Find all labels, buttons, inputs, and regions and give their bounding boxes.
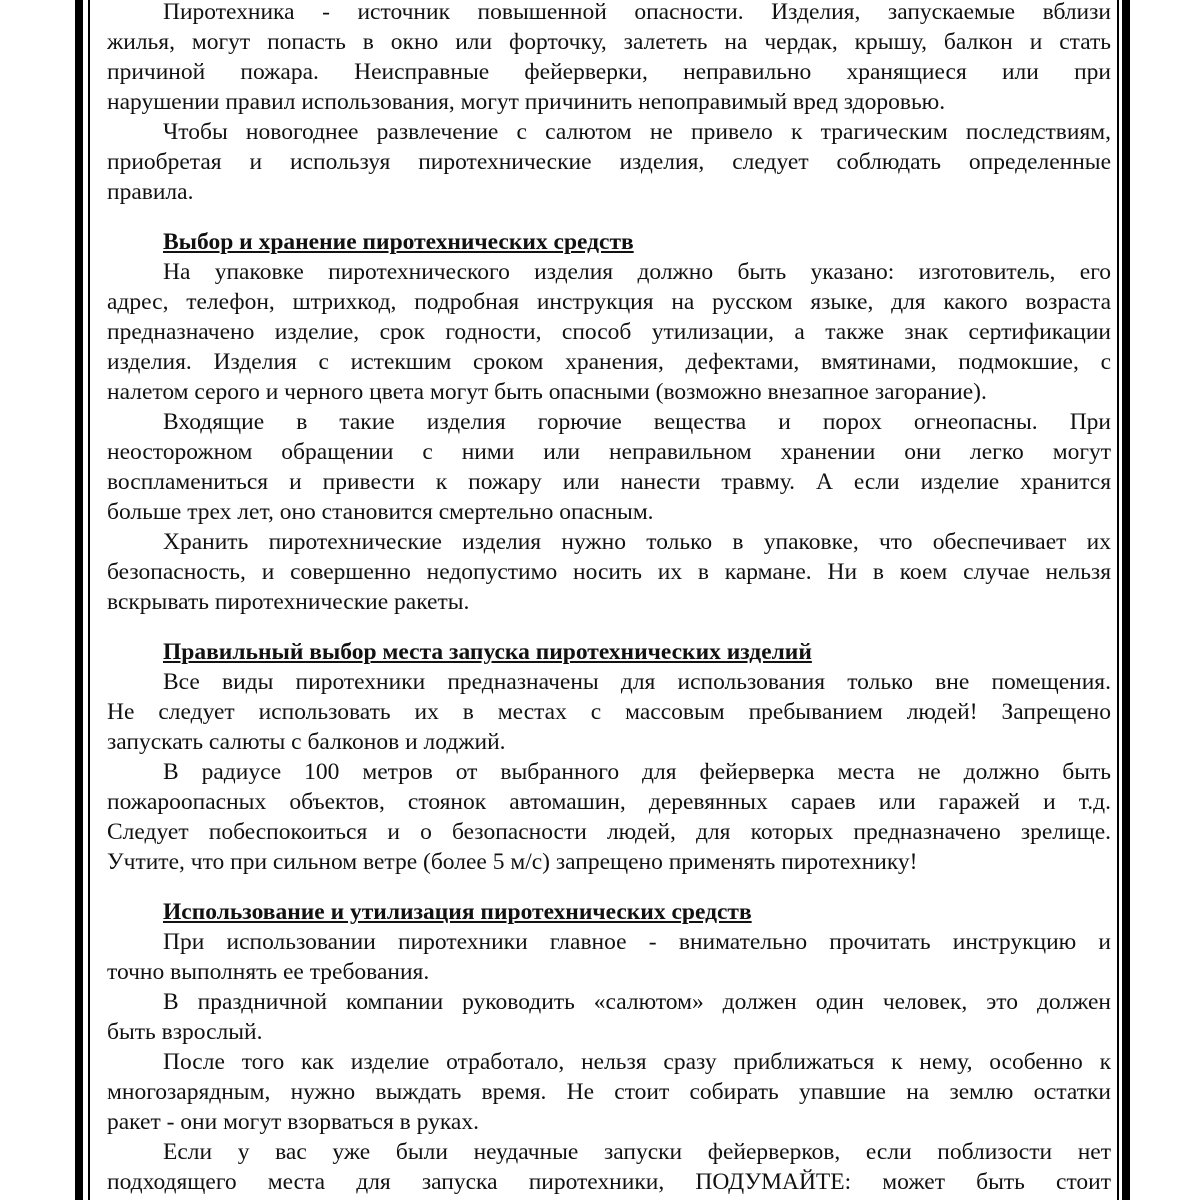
text-line: жилья, могут попасть в окно или форточку, залететь на чердак, крышу, балкон и стать: [107, 29, 1111, 55]
section-heading: Правильный выбор места запуска пиротехнических изделий: [163, 639, 812, 665]
text-line: налетом серого и черного цвета могут быть опасными (возможно внезапное загорание).: [107, 379, 987, 405]
text-line: ракет - они могут взорваться в руках.: [107, 1109, 479, 1135]
text-line: Пиротехника - источник повышенной опасности. Изделия, запускаемые вблизи: [163, 0, 1111, 25]
text-line: При использовании пиротехники главное - внимательно прочитать инструкцию и: [163, 929, 1111, 955]
page-border-right-thick: [1122, 0, 1130, 1200]
text-line: правила.: [107, 179, 194, 205]
paragraph: [107, 1137, 1111, 1197]
paragraph: [107, 1047, 1111, 1137]
paragraph: [107, 987, 1111, 1047]
paragraph: [107, 667, 1111, 757]
text-line: В праздничной компании руководить «салютом» должен один человек, это должен: [163, 989, 1111, 1015]
text-line: приобретая и используя пиротехнические изделия, следует соблюдать определенные: [107, 149, 1111, 175]
paragraph: [107, 407, 1111, 527]
document-section: [107, 0, 1111, 207]
text-line: точно выполнять ее требования.: [107, 959, 430, 985]
text-line: неосторожном обращении с ними или неправильном хранении они легко могут: [107, 439, 1111, 465]
section-heading: Выбор и хранение пиротехнических средств: [163, 229, 634, 255]
paragraph: [107, 757, 1111, 877]
text-line: нарушении правил использования, могут причинить непоправимый вред здоровью.: [107, 89, 946, 115]
text-line: причиной пожара. Неисправные фейерверки, неправильно хранящиеся или при: [107, 59, 1111, 85]
paragraph: [107, 927, 1111, 987]
text-line: Хранить пиротехнические изделия нужно только в упаковке, что обеспечивает их: [163, 529, 1111, 555]
text-line: больше трех лет, оно становится смертельно опасным.: [107, 499, 654, 525]
document-body: [107, 0, 1111, 1197]
text-line: быть взрослый.: [107, 1019, 263, 1045]
text-line: Все виды пиротехники предназначены для использования только вне помещения.: [163, 669, 1111, 695]
text-line: Чтобы новогоднее развлечение с салютом не привело к трагическим последствиям,: [163, 119, 1111, 145]
text-line: изделия. Изделия с истекшим сроком хранения, дефектами, вмятинами, подмокшие, с: [107, 349, 1111, 375]
text-line: Если у вас уже были неудачные запуски фейерверков, если поблизости нет: [163, 1139, 1111, 1165]
text-line: предназначено изделие, срок годности, способ утилизации, а также знак сертификации: [107, 319, 1111, 345]
text-line: воспламениться и привести к пожару или нанести травму. А если изделие хранится: [107, 469, 1111, 495]
text-line: вскрывать пиротехнические ракеты.: [107, 589, 470, 615]
section-heading: Использование и утилизация пиротехнических средств: [163, 899, 752, 925]
text-line: Не следует использовать их в местах с массовым пребыванием людей! Запрещено: [107, 699, 1111, 725]
text-line: Следует побеспокоиться и о безопасности людей, для которых предназначено зрелище.: [107, 819, 1111, 845]
paragraph: [107, 117, 1111, 207]
document-section: [107, 227, 1111, 617]
paragraph: [107, 257, 1111, 407]
page-border-left-thin: [88, 0, 90, 1200]
text-line: запускать салюты с балконов и лоджий.: [107, 729, 506, 755]
document-section: [107, 637, 1111, 877]
paragraph: [107, 0, 1111, 117]
text-line: подходящего места для запуска пиротехники, ПОДУМАЙТЕ: может быть стоит: [107, 1169, 1111, 1195]
text-line: адрес, телефон, штрихкод, подробная инструкция на русском языке, для какого возраста: [107, 289, 1111, 315]
text-line: многозарядным, нужно выждать время. Не стоит собирать упавшие на землю остатки: [107, 1079, 1111, 1105]
text-line: Входящие в такие изделия горючие вещества и порох огнеопасны. При: [163, 409, 1111, 435]
paragraph: [107, 527, 1111, 617]
text-line: безопасность, и совершенно недопустимо носить их в кармане. Ни в коем случае нельзя: [107, 559, 1111, 585]
document-section: [107, 897, 1111, 1197]
text-line: Учтите, что при сильном ветре (более 5 м/с) запрещено применять пиротехнику!: [107, 849, 918, 875]
page-border-right-thin: [1117, 0, 1119, 1200]
text-line: В радиусе 100 метров от выбранного для фейерверка места не должно быть: [163, 759, 1111, 785]
text-line: На упаковке пиротехнического изделия должно быть указано: изготовитель, его: [163, 259, 1111, 285]
text-line: пожароопасных объектов, стоянок автомашин, деревянных сараев или гаражей и т.д.: [107, 789, 1111, 815]
page-border-left-thick: [75, 0, 83, 1200]
text-line: После того как изделие отработало, нельзя сразу приближаться к нему, особенно к: [163, 1049, 1111, 1075]
